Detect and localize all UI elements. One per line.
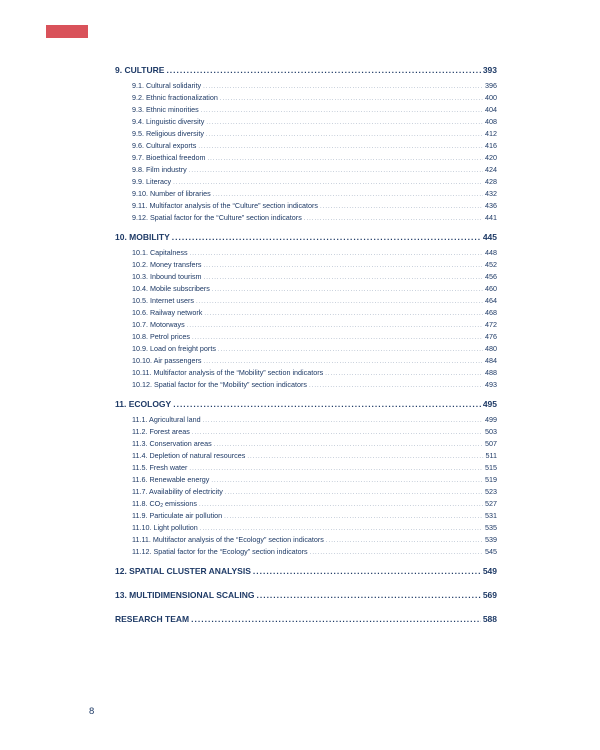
toc-entry-label-suffix: emissions: [163, 499, 197, 508]
toc-entry-page: 519: [485, 475, 497, 484]
toc-entry-label: 10.9. Load on freight ports: [132, 344, 216, 353]
dot-leader: [204, 260, 483, 272]
toc-entry-page: 428: [485, 177, 497, 186]
dot-leader: [204, 308, 483, 320]
toc-entry-page: 424: [485, 165, 497, 174]
toc-entry-page: 480: [485, 344, 497, 353]
toc-entry-label: 9.11. Multifactor analysis of the “Culture” section indicators: [132, 201, 319, 210]
toc-entry[interactable]: [115, 152, 497, 164]
dot-leader: [166, 63, 480, 78]
toc-entry[interactable]: [115, 498, 497, 510]
toc-entry-label: 11.4. Depletion of natural resources: [132, 451, 246, 460]
dot-leader: [173, 177, 483, 189]
toc-entry-page: 460: [485, 284, 497, 293]
toc-entry-page: 408: [485, 117, 497, 126]
toc-entry[interactable]: [115, 283, 497, 295]
toc-entry-label: 9.5. Religious diversity: [132, 129, 204, 138]
toc-entry-label: 11.10. Light pollution: [132, 523, 198, 532]
toc-heading-label: 13. MULTIDIMENSIONAL SCALING: [115, 590, 255, 600]
dot-leader: [325, 368, 483, 380]
toc-entry-label: 10.2. Money transfers: [132, 260, 202, 269]
toc-heading-label: 12. SPATIAL CLUSTER ANALYSIS: [115, 566, 251, 576]
dot-leader: [310, 547, 483, 559]
dot-leader: [192, 332, 483, 344]
dot-leader: [218, 344, 483, 356]
toc-entry[interactable]: [115, 414, 497, 426]
toc-entry-page: 472: [485, 320, 497, 329]
toc-entry-page: 476: [485, 332, 497, 341]
table-of-contents: [115, 63, 497, 636]
dot-leader: [214, 439, 483, 451]
dot-leader: [206, 117, 483, 129]
toc-heading-label: RESEARCH TEAM: [115, 614, 190, 624]
toc-entry[interactable]: [115, 355, 497, 367]
toc-heading-ecology[interactable]: [115, 397, 497, 412]
dot-leader: [203, 81, 483, 93]
toc-entry[interactable]: [115, 486, 497, 498]
toc-entry-label: 9.6. Cultural exports: [132, 141, 197, 150]
toc-entry[interactable]: [115, 92, 497, 104]
dot-leader: [208, 153, 483, 165]
toc-entry[interactable]: [115, 379, 497, 391]
toc-entry[interactable]: [115, 438, 497, 450]
toc-entry-page: 452: [485, 260, 497, 269]
toc-entry-label: 11.2. Forest areas: [132, 427, 190, 436]
toc-entry-label: 11.9. Particulate air pollution: [132, 511, 223, 520]
toc-heading-research-team[interactable]: [115, 612, 497, 627]
toc-entry[interactable]: [115, 80, 497, 92]
toc-entry-page: 503: [485, 427, 497, 436]
toc-entry-label: 11.5. Fresh water: [132, 463, 188, 472]
toc-entry-label: 11.1. Agricultural land: [132, 415, 201, 424]
dot-leader: [211, 475, 483, 487]
section-mobility: [115, 230, 497, 391]
toc-heading-page: 549: [482, 566, 497, 576]
toc-heading-label: 9. CULTURE: [115, 65, 165, 75]
red-tab-marker: [46, 25, 88, 38]
toc-entry-page: 488: [485, 368, 497, 377]
toc-heading-culture[interactable]: [115, 63, 497, 78]
toc-entry-page: 400: [485, 93, 497, 102]
dot-leader: [192, 427, 483, 439]
toc-entry[interactable]: [115, 522, 497, 534]
toc-entry-page: 396: [485, 81, 497, 90]
toc-entry-label: 10.4. Mobile subscribers: [132, 284, 210, 293]
dot-leader: [203, 415, 483, 427]
toc-entry-label: 10.5. Internet users: [132, 296, 194, 305]
toc-entry[interactable]: [115, 343, 497, 355]
dot-leader: [206, 129, 483, 141]
toc-entry-page: 484: [485, 356, 497, 365]
toc-entry[interactable]: [115, 319, 497, 331]
section-ecology: [115, 397, 497, 558]
toc-heading-page: 393: [482, 65, 497, 75]
toc-entry-page: 535: [485, 523, 497, 532]
dot-leader: [256, 588, 480, 603]
dot-leader: [187, 320, 483, 332]
toc-entry-label: 10.6. Railway network: [132, 308, 203, 317]
toc-entry-label: 10.12. Spatial factor for the “Mobility” section indicators: [132, 380, 307, 389]
dot-leader: [212, 284, 483, 296]
dot-leader: [201, 105, 483, 117]
toc-entry-page: 515: [485, 463, 497, 472]
dot-leader: [247, 451, 483, 463]
dot-leader: [189, 165, 483, 177]
toc-entry[interactable]: [115, 188, 497, 200]
dot-leader: [204, 272, 483, 284]
toc-entry-page: 448: [485, 248, 497, 257]
toc-heading-page: 495: [482, 399, 497, 409]
toc-heading-page: 445: [482, 232, 497, 242]
toc-entry-page: 523: [485, 487, 497, 496]
toc-entry-page: 468: [485, 308, 497, 317]
toc-entry-label: 9.1. Cultural solidarity: [132, 81, 202, 90]
toc-entry[interactable]: [115, 271, 497, 283]
toc-entry[interactable]: [115, 534, 497, 546]
toc-entry[interactable]: [115, 546, 497, 558]
toc-entry-page: 432: [485, 189, 497, 198]
toc-entry[interactable]: [115, 450, 497, 462]
dot-leader: [191, 612, 481, 627]
toc-heading-label: 11. ECOLOGY: [115, 399, 172, 409]
toc-entry[interactable]: [115, 426, 497, 438]
toc-entry-page: 493: [485, 380, 497, 389]
dot-leader: [320, 201, 483, 213]
toc-entry-page: 539: [485, 535, 497, 544]
toc-entry[interactable]: [115, 176, 497, 188]
toc-entry-label: 11.11. Multifactor analysis of the “Ecology” section indicators: [132, 535, 324, 544]
dot-leader: [326, 535, 483, 547]
toc-entry-label: 10.7. Motorways: [132, 320, 185, 329]
toc-entry-label-prefix: 11.8. CO: [132, 499, 161, 508]
toc-entry-label: 9.7. Bioethical freedom: [132, 153, 206, 162]
toc-entry[interactable]: [115, 331, 497, 343]
dot-leader: [196, 296, 483, 308]
toc-entry[interactable]: [115, 200, 497, 212]
toc-entry-page: 531: [485, 511, 497, 520]
dot-leader: [224, 511, 483, 523]
toc-entry-page: 499: [485, 415, 497, 424]
toc-entry[interactable]: [115, 462, 497, 474]
dot-leader: [190, 248, 483, 260]
toc-entry[interactable]: [115, 212, 497, 224]
toc-entry[interactable]: [115, 307, 497, 319]
dot-leader: [304, 213, 483, 225]
subscript-2: 2: [160, 503, 164, 509]
toc-entry-label: 9.3. Ethnic minorities: [132, 105, 199, 114]
toc-entry-page: 404: [485, 105, 497, 114]
dot-leader: [173, 397, 481, 412]
toc-heading-spatial-cluster-analysis[interactable]: [115, 564, 497, 579]
toc-entry[interactable]: [115, 104, 497, 116]
toc-entry-page: 416: [485, 141, 497, 150]
page-number: 8: [89, 706, 95, 717]
toc-entry[interactable]: [115, 259, 497, 271]
toc-entry-label: 11.12. Spatial factor for the “Ecology” section indicators: [132, 547, 308, 556]
toc-entry-page: 511: [485, 451, 497, 460]
toc-entry-label: 10.8. Petrol prices: [132, 332, 190, 341]
toc-entry[interactable]: [115, 367, 497, 379]
toc-entry-page: 436: [485, 201, 497, 210]
toc-entry-page: 412: [485, 129, 497, 138]
toc-entry-label: 10.10. Air passengers: [132, 356, 202, 365]
toc-entry-label: 9.9. Literacy: [132, 177, 172, 186]
toc-entry-page: 527: [485, 499, 497, 508]
toc-entry-label: 9.12. Spatial factor for the “Culture” section indicators: [132, 213, 302, 222]
dot-leader: [309, 380, 483, 392]
dot-leader: [199, 499, 483, 511]
toc-entry-page: 464: [485, 296, 497, 305]
toc-entry-page: 507: [485, 439, 497, 448]
toc-entry-page: 420: [485, 153, 497, 162]
toc-heading-label: 10. MOBILITY: [115, 232, 170, 242]
dot-leader: [220, 93, 483, 105]
dot-leader: [253, 564, 481, 579]
toc-heading-page: 588: [482, 614, 497, 624]
toc-entry-label: 9.4. Linguistic diversity: [132, 117, 205, 126]
toc-entry-page: 441: [485, 213, 497, 222]
toc-heading-mobility[interactable]: [115, 230, 497, 245]
section-culture: [115, 63, 497, 224]
dot-leader: [225, 487, 483, 499]
toc-entry[interactable]: [115, 140, 497, 152]
toc-entry-page: 456: [485, 272, 497, 281]
dot-leader: [198, 141, 483, 153]
toc-entry-label: 10.1. Capitalness: [132, 248, 188, 257]
toc-entry[interactable]: [115, 164, 497, 176]
toc-entry-label: 10.11. Multifactor analysis of the “Mobility” section indicators: [132, 368, 324, 377]
toc-entry-label: 9.10. Number of libraries: [132, 189, 211, 198]
toc-entry-label: 9.2. Ethnic fractionalization: [132, 93, 218, 102]
toc-entry[interactable]: [115, 474, 497, 486]
dot-leader: [172, 230, 481, 245]
toc-heading-page: 569: [482, 590, 497, 600]
toc-entry-page: 545: [485, 547, 497, 556]
toc-entry-label: 10.3. Inbound tourism: [132, 272, 202, 281]
toc-entry-label: 11.7. Availability of electricity: [132, 487, 223, 496]
toc-entry[interactable]: [115, 247, 497, 259]
toc-heading-multidimensional-scaling[interactable]: [115, 588, 497, 603]
toc-entry[interactable]: [115, 128, 497, 140]
dot-leader: [189, 463, 483, 475]
toc-entry-label: 11.6. Renewable energy: [132, 475, 210, 484]
toc-entry-label: 11.3. Conservation areas: [132, 439, 212, 448]
toc-entry-label: 9.8. Film industry: [132, 165, 187, 174]
toc-entry[interactable]: [115, 510, 497, 522]
toc-entry[interactable]: [115, 295, 497, 307]
toc-entry[interactable]: [115, 116, 497, 128]
